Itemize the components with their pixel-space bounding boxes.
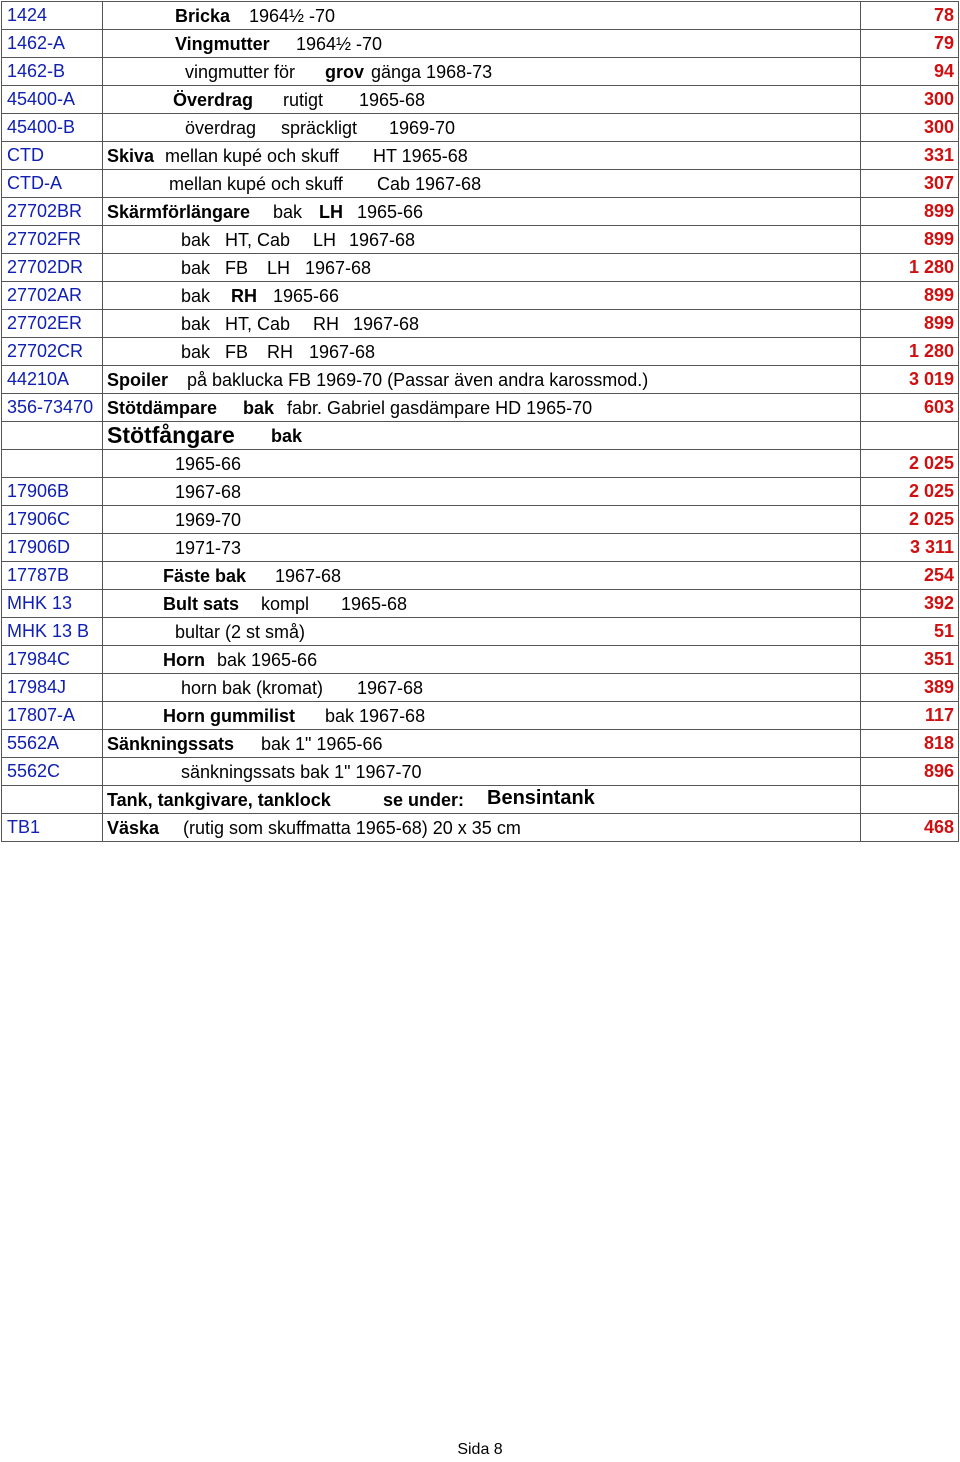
part-description — [103, 58, 861, 86]
description-text: Stötdämpare — [107, 398, 218, 418]
description-text: LH — [319, 202, 343, 222]
part-number: 17787B — [2, 562, 103, 590]
description-text: RH — [313, 314, 339, 334]
part-description — [103, 590, 861, 618]
description-text: RH — [231, 286, 257, 306]
description-text: 1969-70 — [175, 510, 242, 530]
part-description — [103, 786, 861, 814]
description-text: 1967-68 — [305, 258, 372, 278]
part-description — [103, 814, 861, 842]
price: 2 025 — [861, 450, 959, 478]
part-number — [2, 786, 103, 814]
description-text: Bult sats — [163, 594, 240, 614]
description-text: 1965-66 — [273, 286, 340, 306]
part-description — [103, 226, 861, 254]
price: 331 — [861, 142, 959, 170]
description-text: bak — [181, 286, 211, 306]
description-text: Stötfångare — [107, 422, 235, 448]
part-description — [103, 478, 861, 506]
part-number: 17984C — [2, 646, 103, 674]
table-row — [2, 730, 959, 758]
price: 392 — [861, 590, 959, 618]
part-description — [103, 562, 861, 590]
description-text: 1967-68 — [349, 230, 416, 250]
part-number: 45400-B — [2, 114, 103, 142]
description-text: (rutig som skuffmatta 1965-68) 20 x 35 cm — [183, 818, 521, 838]
part-number: 1462-A — [2, 30, 103, 58]
price: 603 — [861, 394, 959, 422]
table-row — [2, 506, 959, 534]
description-text: kompl — [261, 594, 310, 614]
description-text: Skiva — [107, 146, 155, 166]
part-number: 44210A — [2, 366, 103, 394]
description-text: se under: — [383, 790, 465, 810]
description-text: bak 1965-66 — [217, 650, 318, 670]
part-number: 1462-B — [2, 58, 103, 86]
table-row — [2, 478, 959, 506]
price: 254 — [861, 562, 959, 590]
part-number: 356-73470 — [2, 394, 103, 422]
table-row — [2, 170, 959, 198]
part-number: 27702AR — [2, 282, 103, 310]
description-text: bak 1" 1965-66 — [261, 734, 383, 754]
part-number — [2, 422, 103, 450]
part-number: 17984J — [2, 674, 103, 702]
description-text: Tank, tankgivare, tanklock — [107, 790, 331, 810]
description-text: HT 1965-68 — [373, 146, 468, 166]
table-row — [2, 282, 959, 310]
table-row — [2, 786, 959, 814]
page-number: Sida 8 — [457, 1441, 503, 1458]
table-row — [2, 674, 959, 702]
price: 3 311 — [861, 534, 959, 562]
description-text: Cab 1967-68 — [377, 174, 482, 194]
part-number: MHK 13 — [2, 590, 103, 618]
description-text: bultar (2 st små) — [175, 622, 306, 642]
part-description — [103, 422, 861, 450]
price: 2 025 — [861, 478, 959, 506]
description-text: Skärmförlängare — [107, 202, 251, 222]
description-text: Väska — [107, 818, 160, 838]
price: 79 — [861, 30, 959, 58]
description-text: 1964½ -70 — [296, 34, 383, 54]
table-row — [2, 814, 959, 842]
part-description — [103, 674, 861, 702]
price: 1 280 — [861, 338, 959, 366]
price — [861, 786, 959, 814]
description-text: LH — [313, 230, 337, 250]
part-description — [103, 646, 861, 674]
description-text: HT, Cab — [225, 230, 291, 250]
description-text: 1965-68 — [341, 594, 408, 614]
price: 2 025 — [861, 506, 959, 534]
description-text: Spoiler — [107, 370, 169, 390]
part-number: TB1 — [2, 814, 103, 842]
description-text: Överdrag — [173, 90, 254, 110]
table-row — [2, 534, 959, 562]
part-description — [103, 254, 861, 282]
part-number: 27702FR — [2, 226, 103, 254]
description-text: Horn gummilist — [163, 706, 296, 726]
price: 51 — [861, 618, 959, 646]
table-row — [2, 142, 959, 170]
description-text: fabr. Gabriel gasdämpare HD 1965-70 — [287, 398, 593, 418]
part-description — [103, 730, 861, 758]
description-text: bak — [181, 230, 211, 250]
description-text: 1969-70 — [389, 118, 456, 138]
table-row — [2, 702, 959, 730]
part-description — [103, 450, 861, 478]
part-number: 27702BR — [2, 198, 103, 226]
price: 94 — [861, 58, 959, 86]
price: 899 — [861, 310, 959, 338]
description-text: 1965-68 — [359, 90, 426, 110]
description-text: bak — [271, 426, 303, 446]
table-row — [2, 562, 959, 590]
table-row — [2, 590, 959, 618]
description-text: HT, Cab — [225, 314, 291, 334]
price: 1 280 — [861, 254, 959, 282]
description-text: bak — [243, 398, 275, 418]
description-text: 1965-66 — [175, 454, 242, 474]
description-text: mellan kupé och skuff — [165, 146, 339, 166]
table-row — [2, 450, 959, 478]
part-description — [103, 702, 861, 730]
price: 117 — [861, 702, 959, 730]
part-number: 27702DR — [2, 254, 103, 282]
description-text: på baklucka FB 1969-70 (Passar även andra karossmod.) — [187, 370, 649, 390]
part-description — [103, 30, 861, 58]
description-text: överdrag — [185, 118, 257, 138]
table-row — [2, 58, 959, 86]
part-description — [103, 86, 861, 114]
price: 300 — [861, 114, 959, 142]
description-text: vingmutter för — [185, 62, 296, 82]
description-text: Bricka — [175, 6, 231, 26]
description-text: 1967-68 — [353, 314, 420, 334]
description-text: 1965-66 — [357, 202, 424, 222]
table-row — [2, 2, 959, 30]
part-description — [103, 394, 861, 422]
price: 78 — [861, 2, 959, 30]
description-text: sänkningssats bak 1" 1967-70 — [181, 762, 422, 782]
price: 899 — [861, 198, 959, 226]
part-description — [103, 142, 861, 170]
description-text: spräckligt — [281, 118, 358, 138]
price: 307 — [861, 170, 959, 198]
parts-table-body — [2, 2, 959, 842]
price: 3 019 — [861, 366, 959, 394]
description-text: bak — [181, 342, 211, 362]
description-text: horn bak (kromat) — [181, 678, 324, 698]
price: 899 — [861, 226, 959, 254]
part-description — [103, 338, 861, 366]
part-description — [103, 534, 861, 562]
part-number — [2, 450, 103, 478]
part-description — [103, 282, 861, 310]
description-text: bak — [181, 314, 211, 334]
table-row — [2, 422, 959, 450]
part-description — [103, 618, 861, 646]
description-text: rutigt — [283, 90, 324, 110]
description-text: FB — [225, 342, 249, 362]
table-row — [2, 338, 959, 366]
table-row — [2, 758, 959, 786]
part-number: CTD-A — [2, 170, 103, 198]
part-number: 17906B — [2, 478, 103, 506]
description-text: gänga 1968-73 — [371, 62, 493, 82]
price: 896 — [861, 758, 959, 786]
table-row — [2, 226, 959, 254]
part-number: 17906D — [2, 534, 103, 562]
description-text: mellan kupé och skuff — [169, 174, 343, 194]
description-text: LH — [267, 258, 291, 278]
part-number: 45400-A — [2, 86, 103, 114]
table-row — [2, 646, 959, 674]
part-number: 17807-A — [2, 702, 103, 730]
part-description — [103, 114, 861, 142]
description-text: RH — [267, 342, 293, 362]
part-description — [103, 198, 861, 226]
price — [861, 422, 959, 450]
description-text: 1964½ -70 — [249, 6, 336, 26]
part-number: 5562C — [2, 758, 103, 786]
table-row — [2, 198, 959, 226]
description-text: Horn — [163, 650, 205, 670]
price: 351 — [861, 646, 959, 674]
table-row — [2, 310, 959, 338]
part-description — [103, 170, 861, 198]
table-row — [2, 254, 959, 282]
description-text: 1967-68 — [309, 342, 376, 362]
price: 468 — [861, 814, 959, 842]
description-text: 1967-68 — [175, 482, 242, 502]
description-text: Sänkningssats — [107, 734, 235, 754]
description-text: bak — [181, 258, 211, 278]
description-text: bak — [273, 202, 303, 222]
part-description — [103, 758, 861, 786]
description-text: FB — [225, 258, 249, 278]
description-text: Bensintank — [487, 787, 595, 809]
table-row — [2, 394, 959, 422]
description-text: 1967-68 — [275, 566, 342, 586]
table-row — [2, 366, 959, 394]
description-text: bak 1967-68 — [325, 706, 426, 726]
part-description — [103, 310, 861, 338]
part-description — [103, 506, 861, 534]
price: 389 — [861, 674, 959, 702]
table-row — [2, 618, 959, 646]
description-text: Fäste bak — [163, 566, 247, 586]
parts-table — [1, 1, 959, 842]
part-number: CTD — [2, 142, 103, 170]
part-description — [103, 2, 861, 30]
part-number: 17906C — [2, 506, 103, 534]
part-number: 1424 — [2, 2, 103, 30]
description-text: 1967-68 — [357, 678, 424, 698]
part-number: 5562A — [2, 730, 103, 758]
part-number: 27702CR — [2, 338, 103, 366]
description-text: grov — [325, 62, 365, 82]
table-row — [2, 114, 959, 142]
price: 818 — [861, 730, 959, 758]
table-row — [2, 86, 959, 114]
part-description — [103, 366, 861, 394]
part-number: MHK 13 B — [2, 618, 103, 646]
table-row — [2, 30, 959, 58]
description-text: 1971-73 — [175, 538, 242, 558]
price: 300 — [861, 86, 959, 114]
description-text: Vingmutter — [175, 34, 270, 54]
part-number: 27702ER — [2, 310, 103, 338]
price: 899 — [861, 282, 959, 310]
